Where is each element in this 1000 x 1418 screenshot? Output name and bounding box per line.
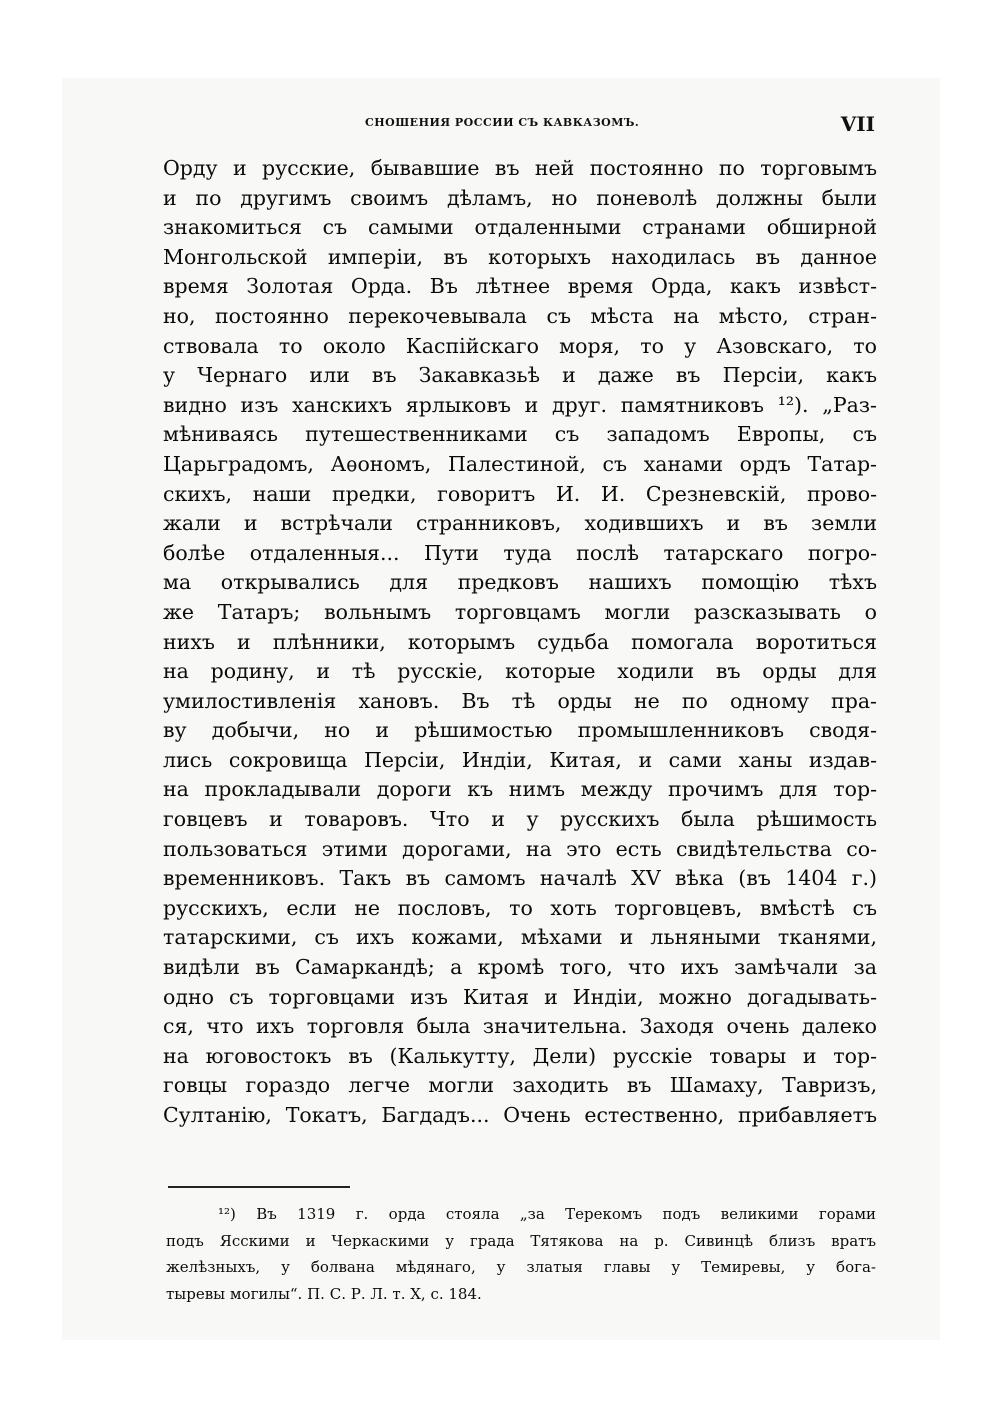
text-line: одно съ торговцами изъ Китая и Индiи, можно догадывать- <box>163 984 877 1009</box>
text-line: видѣли въ Самаркандѣ; а кромѣ того, что ихъ замѣчали за <box>163 955 877 980</box>
running-title: СНОШЕНИЯ РОССИИ СЪ КАВКАЗОМЪ. <box>365 116 640 129</box>
text-line: нихъ и плѣнники, которымъ судьба помогала воротиться <box>163 629 877 654</box>
text-line: скихъ, наши предки, говоритъ И. И. Срезневскiй, прово- <box>163 481 877 506</box>
text-line: ву добычи, но и рѣшимостью промышленниковъ сводя- <box>163 718 877 743</box>
text-line: на юговостокъ въ (Калькутту, Дели) русскiе товары и тор- <box>163 1043 877 1068</box>
text-line: на прокладывали дороги къ нимъ между прочимъ для тор- <box>163 777 877 802</box>
text-line: мѣниваясь путешественниками съ западомъ Европы, съ <box>163 422 877 447</box>
text-line: говцы гораздо легче могли заходить въ Шамаху, Тавризъ, <box>163 1073 877 1098</box>
text-line: но, постоянно перекочевывала съ мѣста на мѣсто, стран- <box>163 303 877 328</box>
footnote-line: тыревы могилы“. П. С. Р. Л. т. X, с. 184. <box>166 1284 482 1303</box>
main-text <box>163 154 877 1131</box>
text-line: Султанiю, Токатъ, Багдадъ... Очень естественно, прибавляетъ <box>163 1103 877 1127</box>
text-line: у Чернаго или въ Закавказьѣ и даже въ Персiи, какъ <box>163 363 877 388</box>
text-line: на родину, и тѣ русскiе, которые ходили въ орды для <box>163 659 877 684</box>
text-line: татарскими, съ ихъ кожами, мѣхами и льняными тканями, <box>163 925 877 950</box>
text-line: знакомиться съ самыми отдаленными странами обширной <box>163 215 877 240</box>
text-line: временниковъ. Такъ въ самомъ началѣ XV вѣка (въ 1404 г.) <box>163 866 877 891</box>
text-line: умилостивленiя хановъ. Въ тѣ орды не по одному пра- <box>163 688 877 713</box>
running-header <box>165 112 877 136</box>
text-line: русскихъ, если не пословъ, то хоть торговцевъ, вмѣстѣ съ <box>163 895 877 920</box>
text-line: болѣе отдаленныя... Пути туда послѣ татарскаго погро- <box>163 540 877 565</box>
text-line: Орду и русские, бывавшие въ ней постоянно по торговымъ <box>163 156 877 180</box>
text-line: Монгольской имперiи, въ которыхъ находилась въ данное <box>163 244 877 269</box>
text-line: говцевъ и товаровъ. Что и у русскихъ была рѣшимость <box>163 807 877 832</box>
text-line: Царьградомъ, Аѳономъ, Палестиной, съ ханами ордъ Татар- <box>163 451 877 476</box>
text-line: время Золотая Орда. Въ лѣтнее время Орда, какъ извѣст- <box>163 274 877 299</box>
text-line: и по другимъ своимъ дѣламъ, но поневолѣ должны были <box>163 185 877 210</box>
footnote-line: ¹²) Въ 1319 г. орда стояла „за Терекомъ подъ великими горами <box>218 1205 876 1223</box>
text-line: жали и встрѣчали странниковъ, ходившихъ и въ земли <box>163 511 877 536</box>
text-line: ствовала то около Каспiйскаго моря, то у Азовскаго, то <box>163 333 877 358</box>
text-line: ся, что ихъ торговля была значительна. Заходя очень далеко <box>163 1014 877 1039</box>
text-line: лись сокровища Персiи, Индiи, Китая, и сами ханы издав- <box>163 747 877 772</box>
text-line: ма открывались для предковъ нашихъ помощiю тѣхъ <box>163 570 877 595</box>
footnote-block <box>166 1201 876 1307</box>
footnote-line: подъ Ясскими и Черкаскими у града Тятякова на р. Сивинцѣ близъ вратъ <box>166 1231 876 1250</box>
page-number: VII <box>840 112 875 136</box>
text-line: видно изъ ханскихъ ярлыковъ и друг. памятниковъ ¹²). „Раз- <box>163 392 877 417</box>
footnote-line: желѣзныхъ, у болвана мѣдянаго, у златыя главы у Темиревы, у бога- <box>166 1258 876 1276</box>
text-line: же Татаръ; вольнымъ торговцамъ могли разсказывать о <box>163 599 877 624</box>
text-line: пользоваться этими дорогами, на это есть свидѣтельства со- <box>163 836 877 861</box>
footnote-divider <box>168 1186 350 1188</box>
